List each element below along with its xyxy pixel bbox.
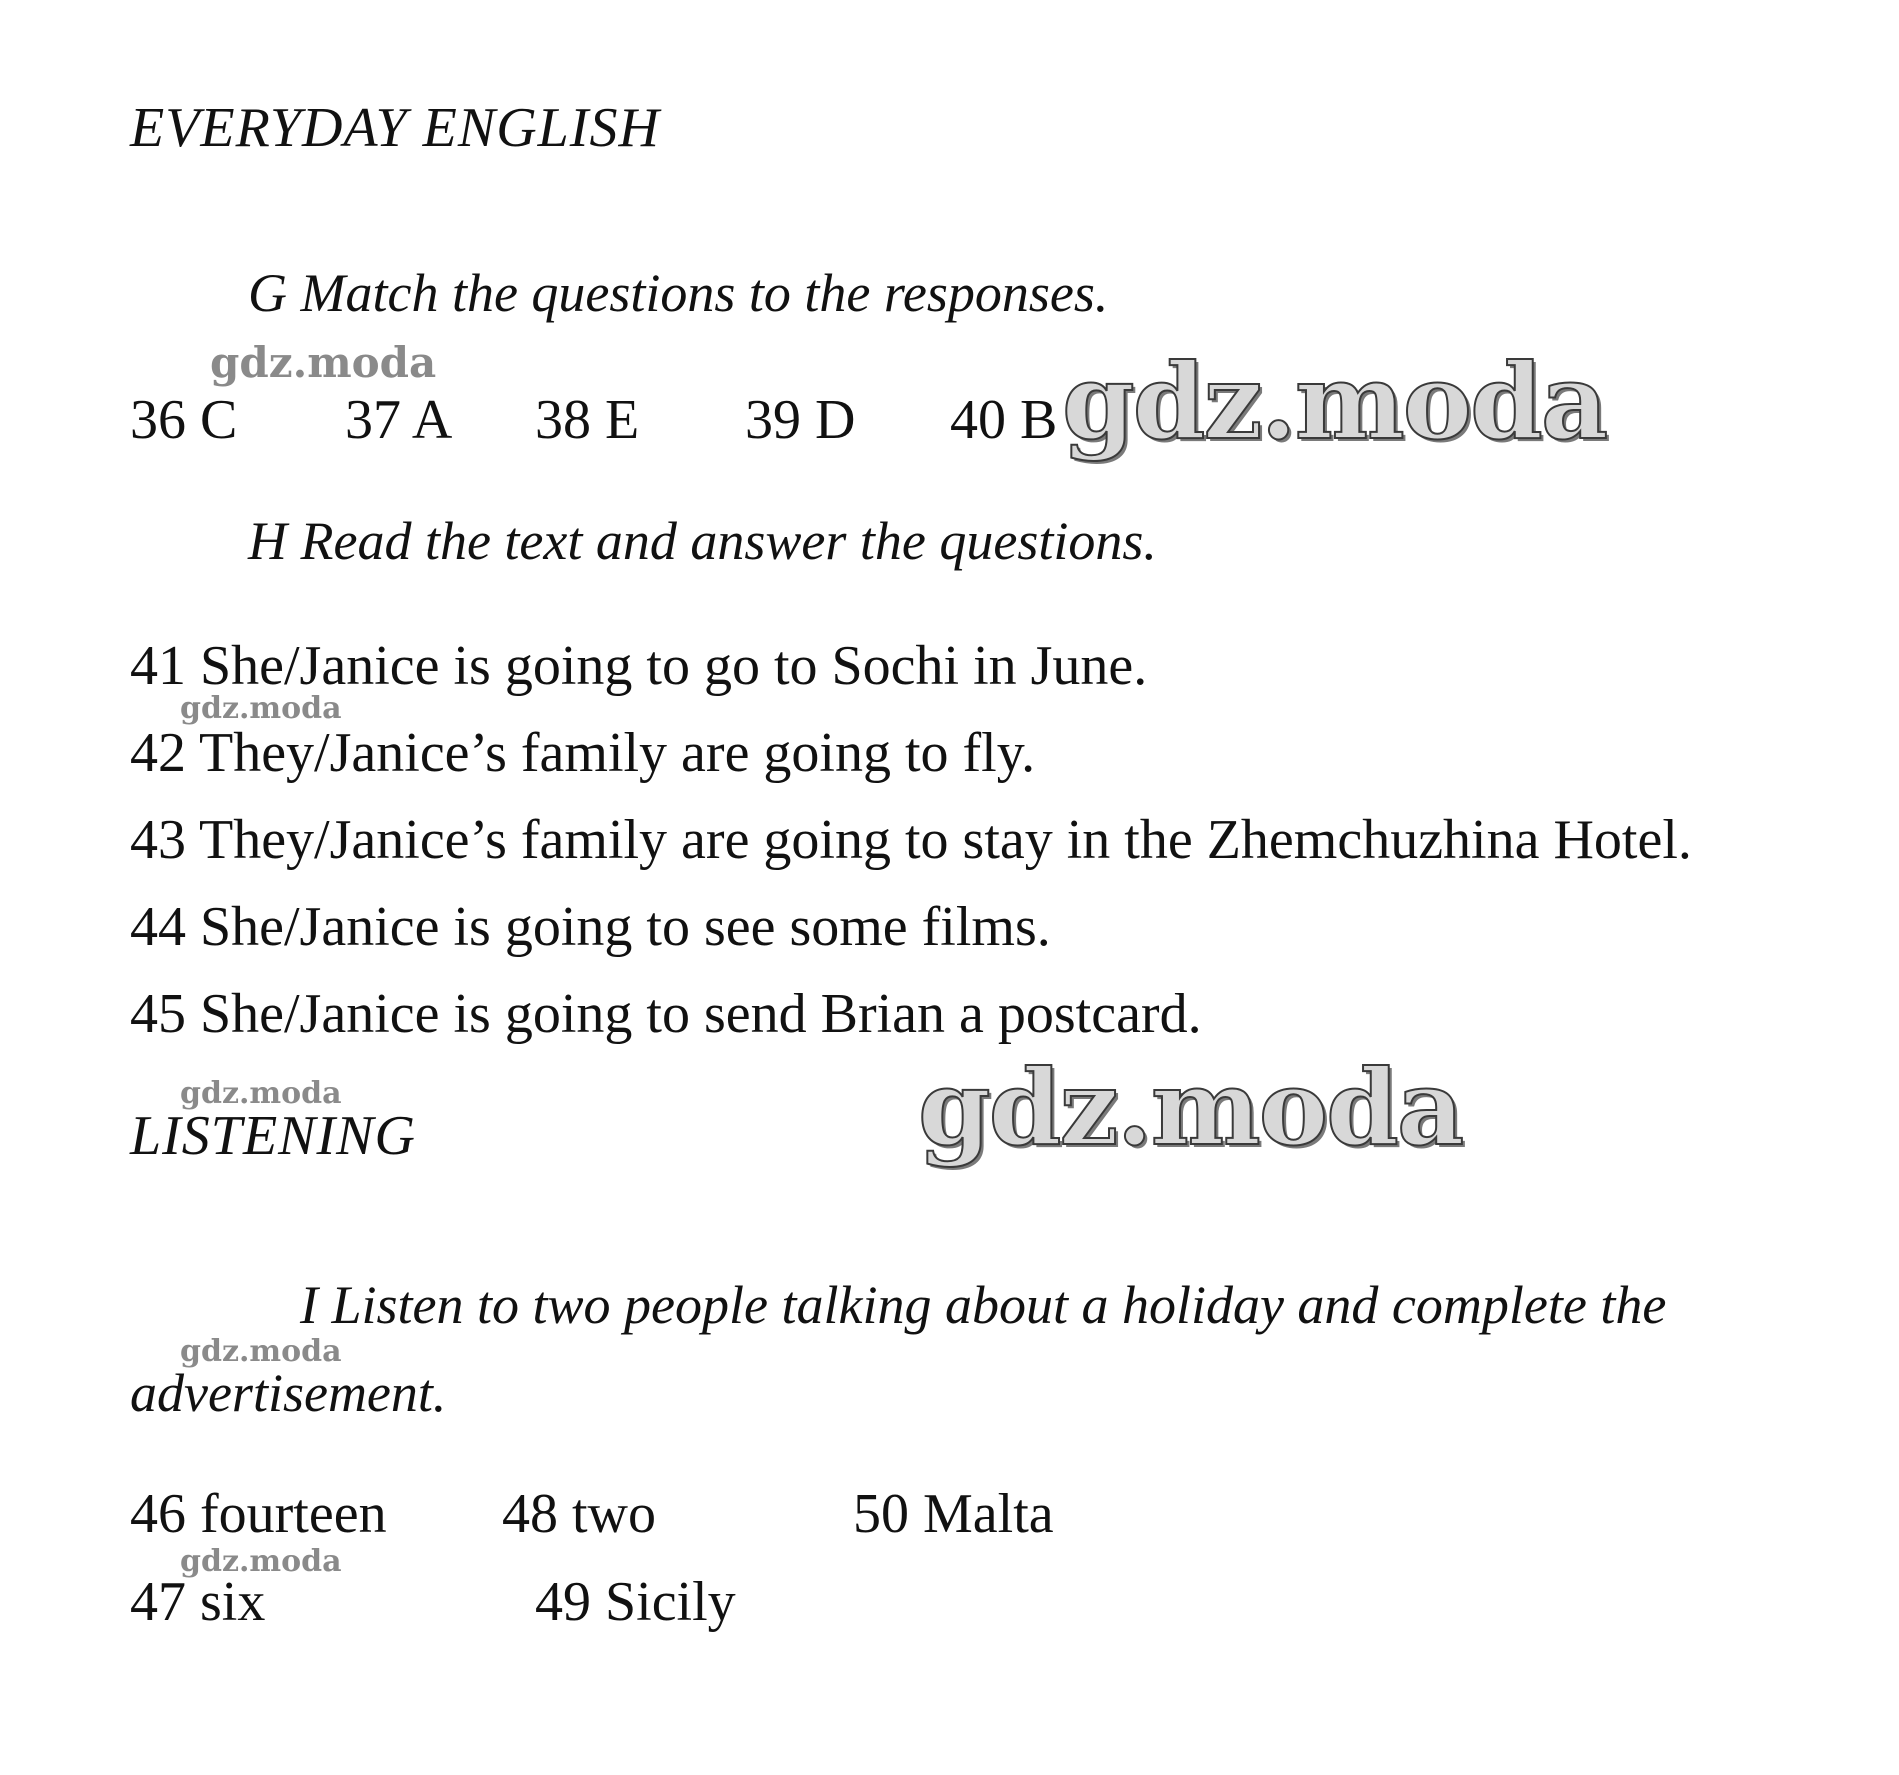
- task-i-answer: 48 two: [502, 1483, 656, 1545]
- watermark-logo: gdz.moda: [180, 691, 342, 726]
- watermark-logo: gdz.moda: [210, 338, 437, 387]
- task-i-instruction-line1: I Listen to two people talking about a holiday and complete the: [300, 1275, 1667, 1335]
- watermark-logo: gdz.moda: [180, 1544, 342, 1579]
- watermark-logo: gdz.moda: [918, 1046, 1463, 1169]
- task-g-answer: 39 D: [745, 389, 856, 451]
- task-h-answer: 43 They/Janice’s family are going to stay in the Zhemchuzhina Hotel.: [130, 809, 1692, 871]
- watermark-logo: gdz.moda: [1062, 340, 1607, 463]
- task-i-instruction-line2: advertisement.: [130, 1363, 447, 1423]
- section-heading-everyday-english: EVERYDAY ENGLISH: [130, 97, 660, 159]
- task-i-answer: 50 Malta: [853, 1483, 1054, 1545]
- task-h-answer: 44 She/Janice is going to see some films.: [130, 896, 1051, 958]
- task-g-answer: 38 E: [535, 389, 640, 451]
- task-g-answer: 40 B: [950, 389, 1058, 451]
- task-i-answer: 46 fourteen: [130, 1483, 387, 1545]
- task-h-instruction: H Read the text and answer the questions.: [248, 511, 1157, 571]
- task-g-answer: 37 A: [345, 389, 453, 451]
- task-h-answer: 45 She/Janice is going to send Brian a postcard.: [130, 983, 1202, 1045]
- watermark-logo: gdz.moda: [180, 1334, 342, 1369]
- watermark-logo: gdz.moda: [180, 1076, 342, 1111]
- task-h-answer: 41 She/Janice is going to go to Sochi in June.: [130, 635, 1148, 697]
- task-g-instruction: G Match the questions to the responses.: [248, 263, 1109, 323]
- task-i-answer: 49 Sicily: [535, 1571, 736, 1633]
- task-i-answer: 47 six: [130, 1571, 266, 1633]
- task-g-answer: 36 C: [130, 389, 238, 451]
- section-heading-listening: LISTENING: [130, 1105, 416, 1167]
- task-h-answer: 42 They/Janice’s family are going to fly.: [130, 722, 1036, 784]
